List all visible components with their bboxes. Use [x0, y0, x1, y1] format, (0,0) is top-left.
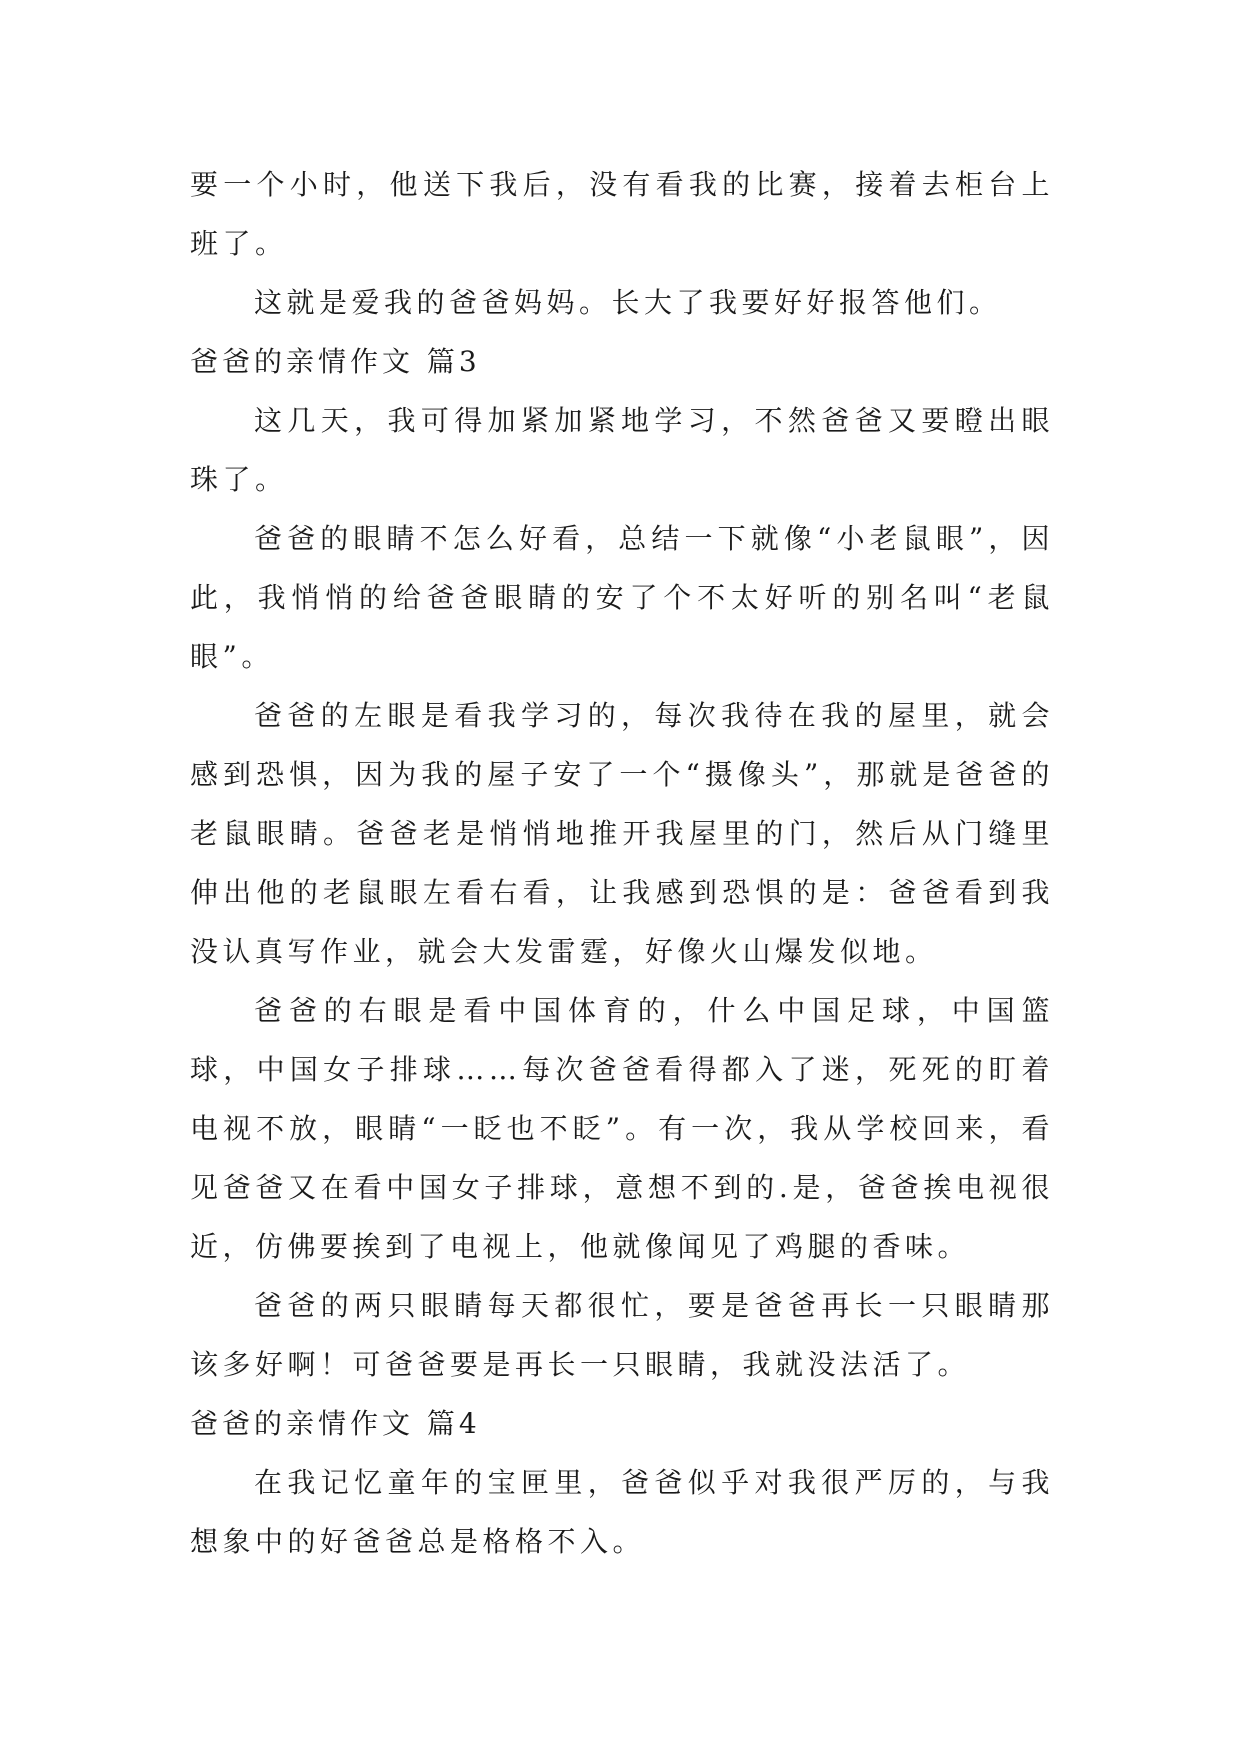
paragraph: 爸爸的眼睛不怎么好看，总结一下就像“小老鼠眼”，因此，我悄悄的给爸爸眼睛的安了个不太好听的别名叫“老鼠眼”。 — [190, 522, 1054, 673]
paragraph: 这就是爱我的爸爸妈妈。长大了我要好好报答他们。 — [254, 286, 1002, 319]
paragraph: 在我记忆童年的宝匣里，爸爸似乎对我很严厉的，与我想象中的好爸爸总是格格不入。 — [190, 1466, 1054, 1558]
paragraph: 要一个小时，他送下我后，没有看我的比赛，接着去柜台上班了。 — [190, 168, 1054, 260]
section-heading: 爸爸的亲情作文 篇4 — [190, 1407, 481, 1440]
section-heading: 爸爸的亲情作文 篇3 — [190, 345, 481, 378]
paragraph: 爸爸的左眼是看我学习的，每次我待在我的屋里，就会感到恐惧，因为我的屋子安了一个“摄像头”，那就是爸爸的老鼠眼睛。爸爸老是悄悄地推开我屋里的门，然后从门缝里伸出他的老鼠眼左看右看，让我感到恐惧的是：爸爸看到我没认真写作业，就会大发雷霆，好像火山爆发似地。 — [190, 699, 1054, 968]
paragraph: 这几天，我可得加紧加紧地学习，不然爸爸又要瞪出眼珠了。 — [190, 404, 1054, 496]
paragraph: 爸爸的右眼是看中国体育的，什么中国足球，中国篮球，中国女子排球……每次爸爸看得都入了迷，死死的盯着电视不放，眼睛“一眨也不眨”。有一次，我从学校回来，看见爸爸又在看中国女子排球，意想不到的.是，爸爸挨电视很近，仿佛要挨到了电视上，他就像闻见了鸡腿的香味。 — [190, 994, 1054, 1263]
document-page — [190, 155, 1054, 1571]
paragraph: 爸爸的两只眼睛每天都很忙，要是爸爸再长一只眼睛那该多好啊！可爸爸要是再长一只眼睛，我就没法活了。 — [190, 1289, 1054, 1381]
